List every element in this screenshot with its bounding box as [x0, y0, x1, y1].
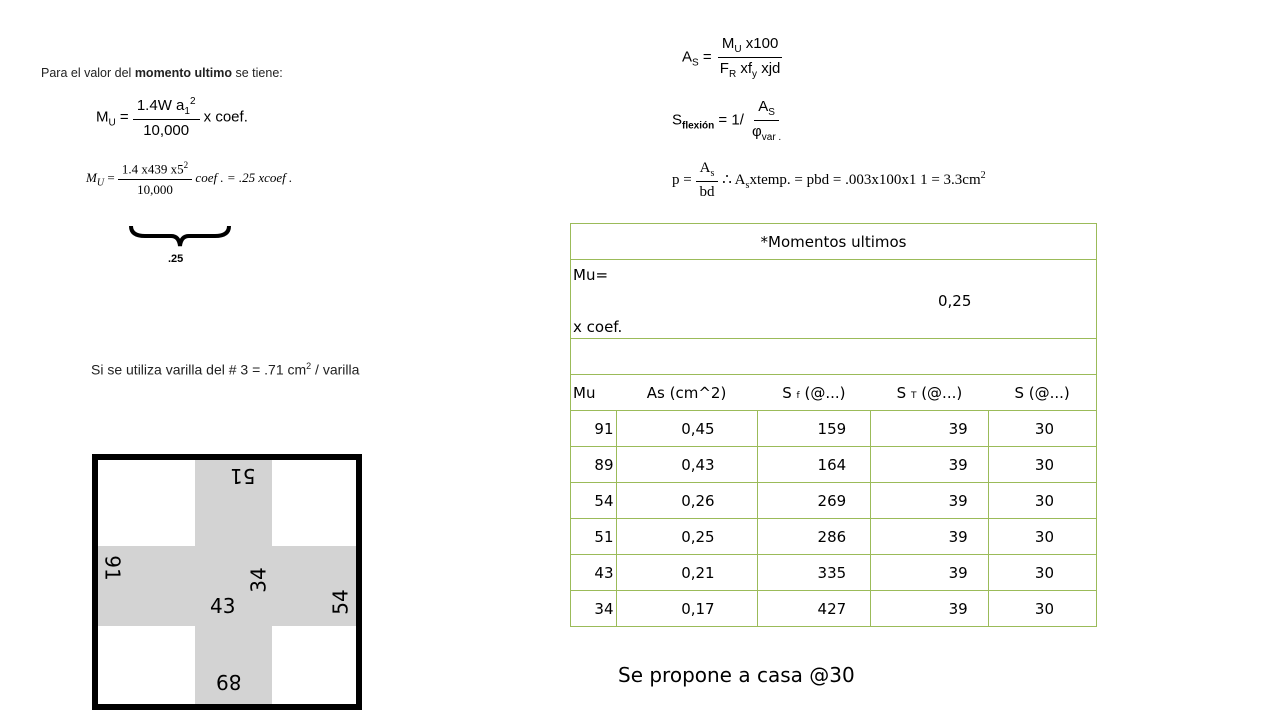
mu-coef: x coef.	[573, 318, 623, 336]
table-title: *Momentos ultimos	[571, 224, 1097, 260]
table-row: 91 0,45 159 39 30	[571, 411, 1097, 447]
slab-label-right: 54	[328, 589, 353, 615]
formula-s-flexion: $S_{flexión} = 1/$ $\frac{A_S}{\varphi_{var .}}$	[672, 98, 782, 143]
table-row: 54 0,26 269 39 30	[571, 483, 1097, 519]
proposal-text: Se propone a casa @30	[618, 663, 855, 687]
header-s: S (@...)	[988, 375, 1096, 411]
moments-table	[570, 223, 1097, 627]
mu-label: Mu=	[573, 266, 609, 284]
slab-label-top: 51	[230, 464, 256, 488]
table-header-row	[571, 375, 1097, 411]
header-sf: S f (@...)	[757, 375, 871, 411]
varilla-text: Si se utiliza varilla del # 3 = .71 $cm^2$ / varilla	[91, 361, 360, 378]
header-mu: Mu	[571, 375, 617, 411]
formula-as: $A_S$ = $\frac{M_U x100}{F_R xf_y xjd}$	[682, 35, 781, 80]
empty-row	[571, 339, 1097, 375]
slab-label-left: 91	[100, 555, 125, 581]
table-row: 51 0,25 286 39 30	[571, 519, 1097, 555]
underbrace-icon	[127, 224, 233, 250]
slab-label-bottom: 89	[216, 670, 242, 694]
brace-label: .25	[168, 253, 184, 265]
formula-mu-numeric: $M_U$ = $\frac{1.4 x439 x5^2}{10,000}$ coef . = .25 xcoef .	[86, 160, 293, 198]
mu-formula-cell	[571, 260, 1097, 339]
mu-value: 0,25	[938, 292, 972, 310]
header-as: As (cm^2)	[616, 375, 757, 411]
formula-mu: $M_U$ = $\frac{1.4W a_1^2}{10,000}$ x coef.	[96, 96, 248, 139]
slab-diagram	[92, 454, 362, 710]
table-row: 43 0,21 335 39 30	[571, 555, 1097, 591]
slab-label-center-h: 43	[210, 594, 236, 618]
slab-label-center-v: 34	[246, 567, 271, 593]
formula-p: p = $\frac{A_s}{bd}$ ∴ $A_sxtemp$. = pbd = .003x100x1 $1 = 3.3cm^2$	[672, 160, 986, 200]
table-row: 34 0,17 427 39 30	[571, 591, 1097, 627]
intro-text: Para el valor del momento ultimo se tiene:	[41, 66, 283, 80]
table-row: 89 0,43 164 39 30	[571, 447, 1097, 483]
header-st: S T (@...)	[871, 375, 989, 411]
